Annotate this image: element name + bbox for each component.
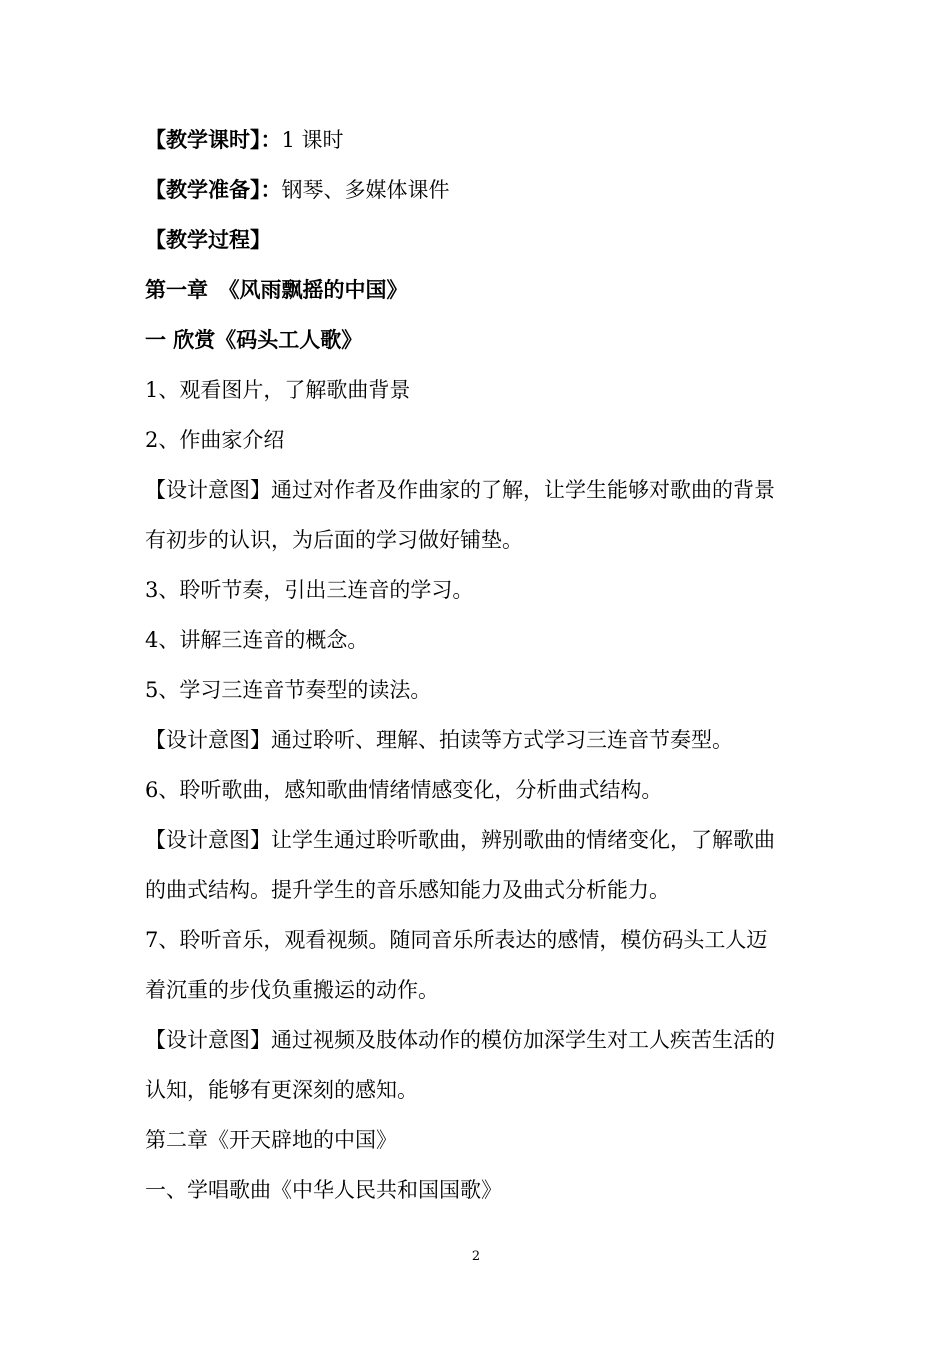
chapter-one-heading: 第一章 《风雨飘摇的中国》 [145,277,408,302]
paragraph-line: 6、聆听歌曲，感知歌曲情绪情感变化，分析曲式结构。 [145,778,663,802]
paragraph-line: 着沉重的步伐负重搬运的动作。 [145,978,439,1002]
paragraph-line: 2、作曲家介绍 [145,428,285,452]
paragraph-line: 5、学习三连音节奏型的读法。 [145,678,432,702]
teaching-prep-label: 【教学准备】： [145,177,282,202]
paragraph-line: 4、讲解三连音的概念。 [145,628,369,652]
teaching-process-label: 【教学过程】 [145,227,271,252]
paragraph-line: 【设计意图】通过对作者及作曲家的了解，让学生能够对歌曲的背景 [145,478,775,502]
paragraph-line: 认知，能够有更深刻的感知。 [145,1078,418,1102]
document-body [145,115,825,1215]
paragraph-line: 3、聆听节奏，引出三连音的学习。 [145,578,474,602]
teaching-prep-value: 钢琴、多媒体课件 [281,178,450,202]
teaching-hours-value: 1 课时 [281,128,344,152]
teaching-hours-label: 【教学课时】： [145,127,282,152]
section-one-heading: 一 欣赏《码头工人歌》 [145,327,363,352]
teaching-hours-line [145,115,825,165]
paragraph-line: 【设计意图】通过视频及肢体动作的模仿加深学生对工人疾苦生活的 [145,1028,775,1052]
paragraph-line: 7、聆听音乐，观看视频。随同音乐所表达的感情，模仿码头工人迈 [145,928,768,952]
section-heading: 一、学唱歌曲《中华人民共和国国歌》 [145,1178,502,1202]
paragraph-line: 1、观看图片，了解歌曲背景 [145,378,411,402]
teaching-prep-line [145,165,825,215]
paragraph-line: 有初步的认识，为后面的学习做好铺垫。 [145,528,523,552]
paragraph-line: 的曲式结构。提升学生的音乐感知能力及曲式分析能力。 [145,878,670,902]
paragraph-line: 【设计意图】让学生通过聆听歌曲，辨别歌曲的情绪变化，了解歌曲 [145,828,775,852]
chapter-two-heading: 第二章《开天辟地的中国》 [145,1128,397,1152]
page-number: 2 [471,1249,481,1264]
paragraph-line: 【设计意图】通过聆听、理解、拍读等方式学习三连音节奏型。 [145,728,733,752]
teaching-process-line [145,215,825,265]
